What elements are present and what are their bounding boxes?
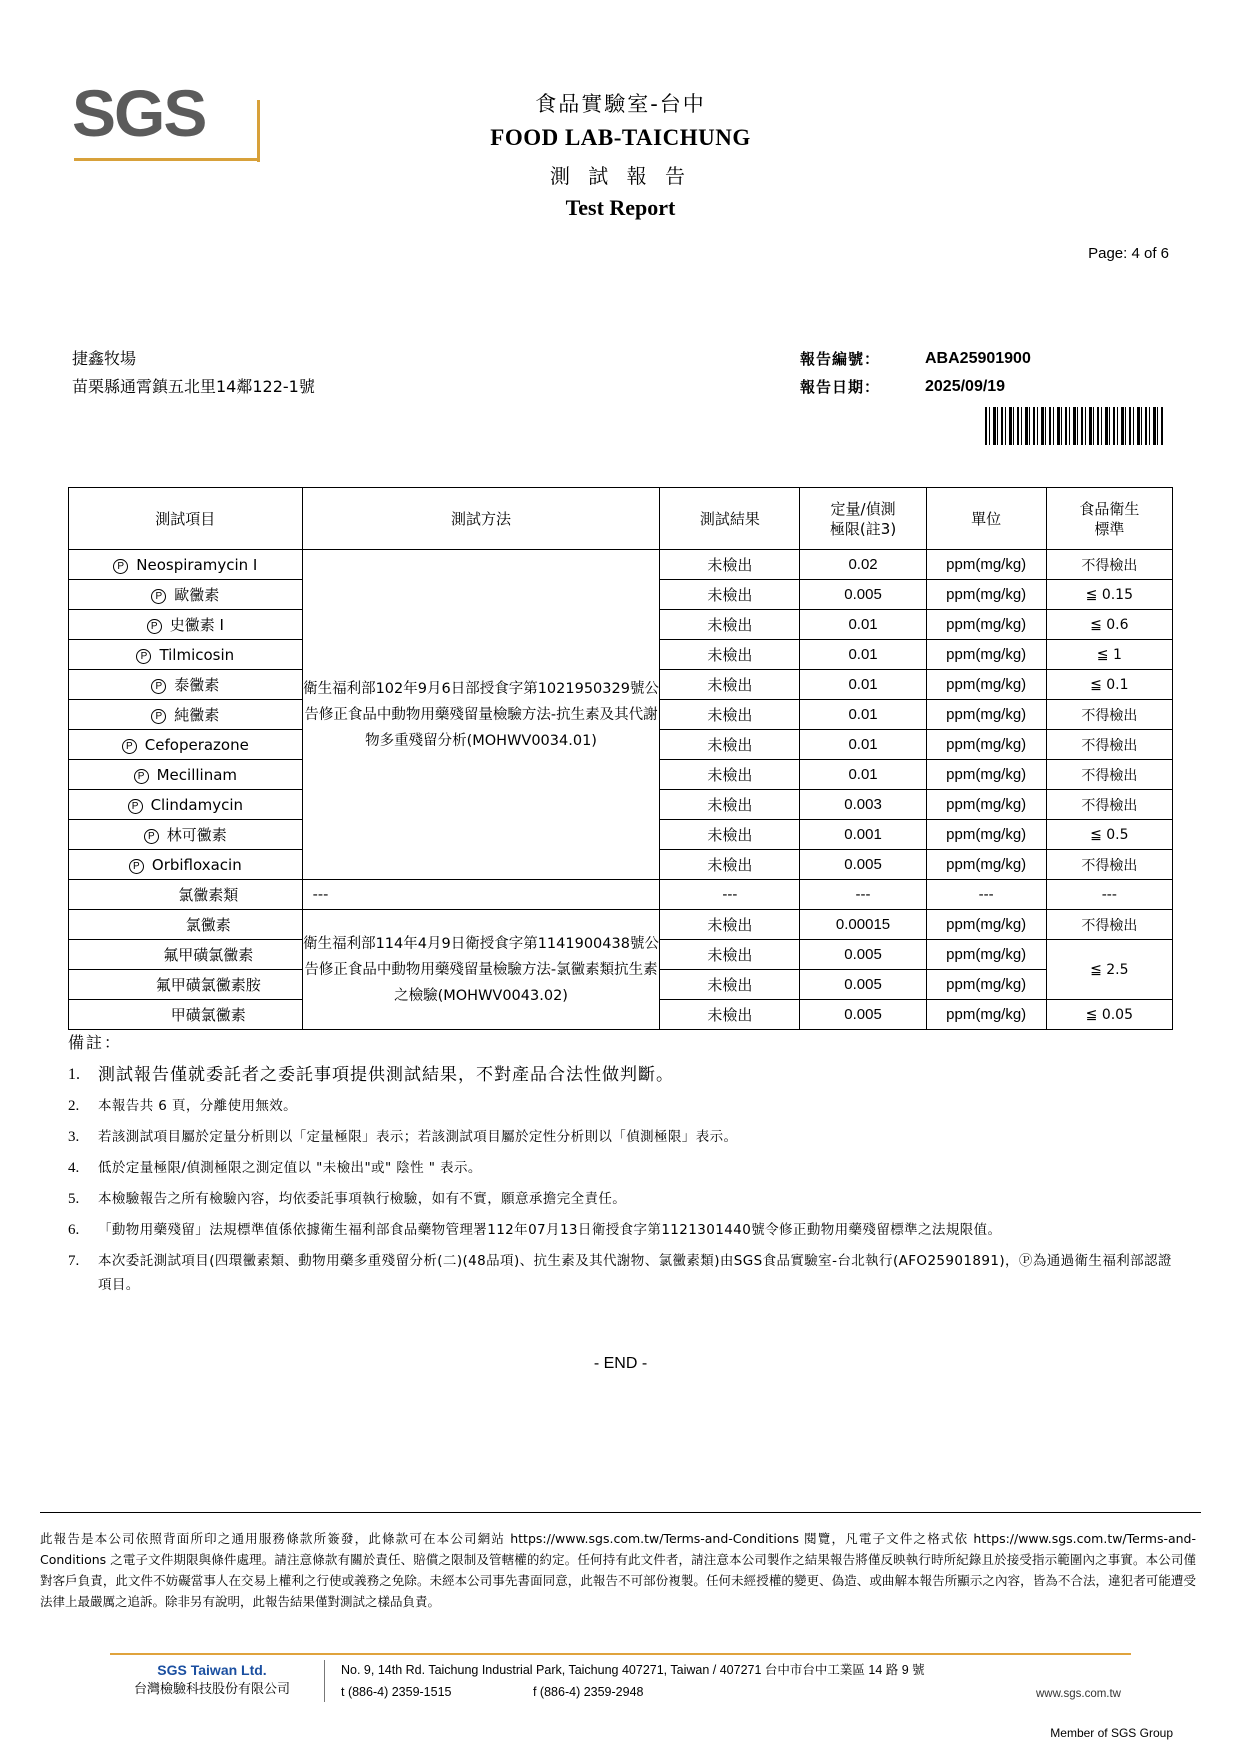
row-item: 氯黴素: [69, 910, 303, 940]
row-limit: 0.02: [800, 550, 926, 580]
list-item: [68, 1156, 1178, 1180]
row-item: [69, 760, 303, 790]
header-test-method: 測試方法: [302, 488, 660, 550]
table-row: [69, 880, 1173, 910]
row-limit: 0.001: [800, 820, 926, 850]
row-limit: ---: [800, 880, 926, 910]
row-item: [69, 550, 303, 580]
report-meta-section: [0, 345, 1241, 455]
notes-caption: 備註：: [68, 1033, 123, 1052]
report-number-row: [800, 345, 1031, 373]
company-tel: t (886-4) 2359-1515: [341, 1685, 452, 1699]
row-item: [69, 700, 303, 730]
row-unit: ppm(mg/kg): [926, 1000, 1046, 1030]
footer-contact-block: [325, 1660, 1161, 1702]
end-of-report-marker: - END -: [593, 1355, 648, 1372]
row-standard: ≦ 0.05: [1046, 1000, 1172, 1030]
note-number: 5.: [68, 1191, 80, 1207]
note-number: 3.: [68, 1129, 80, 1145]
row-unit: ppm(mg/kg): [926, 760, 1046, 790]
header-standard-line2: 標準: [1094, 519, 1125, 538]
note-text: 本報告共 6 頁，分離使用無效。: [98, 1098, 298, 1114]
footer-accent-rule: [110, 1653, 1131, 1655]
row-unit: ppm(mg/kg): [926, 670, 1046, 700]
note-text: 低於定量極限/偵測極限之測定值以 "未檢出"或" 陰性 " 表示。: [98, 1160, 482, 1176]
row-item-label: Cefoperazone: [144, 735, 249, 754]
header-detection-limit-line1: 定量/偵測: [830, 499, 896, 518]
company-address: No. 9, 14th Rd. Taichung Industrial Park, Taichung 407271, Taiwan / 407271 台中市台中工業區 14 路 9 號: [341, 1663, 925, 1677]
row-result: 未檢出: [660, 1000, 800, 1030]
row-result: 未檢出: [660, 910, 800, 940]
table-row: [69, 910, 1173, 940]
row-result: 未檢出: [660, 940, 800, 970]
client-name: 捷鑫牧場: [72, 349, 137, 368]
row-item: [69, 610, 303, 640]
row-limit: 0.005: [800, 580, 926, 610]
row-unit: ppm(mg/kg): [926, 970, 1046, 1000]
header-detection-limit: [800, 488, 926, 550]
row-result: ---: [660, 880, 800, 910]
row-unit: ppm(mg/kg): [926, 790, 1046, 820]
row-unit: ppm(mg/kg): [926, 640, 1046, 670]
row-item-label: 泰黴素: [174, 676, 220, 694]
row-limit: 0.005: [800, 850, 926, 880]
table-row: [69, 550, 1173, 580]
row-limit: 0.005: [800, 970, 926, 1000]
results-table: [68, 487, 1173, 1030]
row-limit: 0.01: [800, 700, 926, 730]
company-name-en: SGS Taiwan Ltd.: [157, 1662, 267, 1678]
row-result: 未檢出: [660, 580, 800, 610]
certified-mark-icon: P: [151, 589, 166, 604]
note-number: 2.: [68, 1098, 80, 1114]
row-limit: 0.01: [800, 730, 926, 760]
row-result: 未檢出: [660, 670, 800, 700]
certified-mark-icon: P: [134, 769, 149, 784]
note-text: 本檢驗報告之所有檢驗內容，均依委託事項執行檢驗，如有不實，願意承擔完全責任。: [98, 1191, 627, 1207]
row-result: 未檢出: [660, 850, 800, 880]
row-standard: 不得檢出: [1046, 550, 1172, 580]
row-limit: 0.01: [800, 610, 926, 640]
row-method: ---: [302, 880, 660, 910]
row-standard: 不得檢出: [1046, 910, 1172, 940]
notes-list: [68, 1063, 1178, 1297]
note-number: 6.: [68, 1222, 80, 1238]
header-unit: 單位: [926, 488, 1046, 550]
certified-mark-icon: P: [136, 649, 151, 664]
row-item: [69, 640, 303, 670]
footer-company-name: [110, 1660, 325, 1702]
certified-mark-icon: P: [122, 739, 137, 754]
company-website[interactable]: www.sgs.com.tw: [1036, 1688, 1121, 1700]
footer-company-block: [110, 1660, 1161, 1702]
list-item: [68, 1218, 1178, 1242]
row-unit: ppm(mg/kg): [926, 910, 1046, 940]
row-standard: 不得檢出: [1046, 730, 1172, 760]
row-standard: ≦ 1: [1046, 640, 1172, 670]
row-item: [69, 730, 303, 760]
header-detection-limit-line2: 極限(註3): [829, 519, 897, 538]
row-result: 未檢出: [660, 640, 800, 670]
header-standard: [1046, 488, 1172, 550]
header-test-item: 測試項目: [69, 488, 303, 550]
row-unit: ---: [926, 880, 1046, 910]
row-standard: 不得檢出: [1046, 700, 1172, 730]
row-item-label: Clindamycin: [150, 795, 244, 814]
certified-mark-icon: P: [147, 619, 162, 634]
row-item-label: Mecillinam: [156, 765, 238, 784]
note-text: 本次委託測試項目(四環黴素類、動物用藥多重殘留分析(二)(48品項)、抗生素及其代謝物、氯黴素類)由SGS食品實驗室-台北執行(AFO25901891)，Ⓟ為通過衛生福利部認證項目。: [98, 1253, 1172, 1293]
row-result: 未檢出: [660, 790, 800, 820]
certified-mark-icon: P: [151, 709, 166, 724]
row-result: 未檢出: [660, 730, 800, 760]
row-item: [69, 820, 303, 850]
row-item-label: 歐黴素: [174, 586, 220, 604]
method-cell-block1: 衛生福利部102年9月6日部授食字第1021950329號公告修正食品中動物用藥殘留量檢驗方法-抗生素及其代謝物多重殘留分析(MOHWV0034.01): [302, 550, 660, 880]
row-unit: ppm(mg/kg): [926, 940, 1046, 970]
notes-section: [68, 1030, 1178, 1304]
row-standard: ≦ 0.15: [1046, 580, 1172, 610]
row-limit: 0.01: [800, 640, 926, 670]
certified-mark-icon: P: [113, 559, 128, 574]
row-limit: 0.00015: [800, 910, 926, 940]
row-item: [69, 670, 303, 700]
list-item: [68, 1094, 1178, 1118]
note-text: 「動物用藥殘留」法規標準值係依據衛生福利部食品藥物管理署112年07月13日衛授食字第1121301440號令修正動物用藥殘留標準之法規限值。: [98, 1222, 1002, 1238]
row-unit: ppm(mg/kg): [926, 550, 1046, 580]
results-table-body: [69, 550, 1173, 1030]
row-limit: 0.01: [800, 670, 926, 700]
row-unit: ppm(mg/kg): [926, 820, 1046, 850]
row-item: [69, 580, 303, 610]
member-of-group-text: Member of SGS Group: [1050, 1726, 1173, 1740]
row-result: 未檢出: [660, 550, 800, 580]
row-item-label: Orbifloxacin: [151, 855, 242, 874]
row-result: 未檢出: [660, 820, 800, 850]
row-unit: ppm(mg/kg): [926, 700, 1046, 730]
row-standard: ≦ 2.5: [1046, 940, 1172, 1000]
report-identifiers: [800, 345, 1031, 401]
lab-name-zh: 食品實驗室-台中: [535, 92, 706, 116]
row-limit: 0.01: [800, 760, 926, 790]
row-standard: 不得檢出: [1046, 760, 1172, 790]
report-number-value: ABA25901900: [925, 350, 1031, 367]
terms-and-conditions-text: 此報告是本公司依照背面所印之通用服務條款所簽發，此條款可在本公司網站 https://www.sgs.com.tw/Terms-and-Conditions 閱覽，凡電子文件之格式依 https://www.sgs.com.tw/Terms-and-Conditions 之電子文件期限與條件處理。請注意條款有關於責任、賠償之限制及管轄權的約定。任何持有此文件者，請注意本公司製作之結果報告將僅反映執行時所紀錄且於接受指示範圍內之事實。本公司僅對客戶負責，此文件不妨礙當事人在交易上權利之行使或義務之免除。未經本公司事先書面同意，此報告不可部份複製。任何未經授權的變更、偽造、或曲解本報告所顯示之內容，皆為不合法，違犯者可能遭受法律上最嚴厲之追訴。除非另有說明，此報告結果僅對測試之樣品負責。: [40, 1531, 1196, 1609]
row-result: 未檢出: [660, 970, 800, 1000]
report-title-block: [0, 88, 1241, 221]
row-limit: 0.003: [800, 790, 926, 820]
header-standard-line1: 食品衛生: [1079, 499, 1140, 518]
report-title-en: Test Report: [565, 195, 676, 220]
table-header-row: [69, 488, 1173, 550]
row-result: 未檢出: [660, 610, 800, 640]
header-test-result: 測試結果: [660, 488, 800, 550]
report-date-label: 報告日期：: [800, 378, 881, 396]
note-text: 若該測試項目屬於定量分析則以「定量極限」表示；若該測試項目屬於定性分析則以「偵測極限」表示。: [98, 1129, 738, 1145]
certified-mark-icon: P: [128, 799, 143, 814]
certified-mark-icon: P: [144, 829, 159, 844]
row-standard: ---: [1046, 880, 1172, 910]
row-item-label: Neospiramycin I: [136, 555, 258, 574]
results-table-wrapper: [68, 487, 1173, 1030]
row-standard: ≦ 0.1: [1046, 670, 1172, 700]
row-unit: ppm(mg/kg): [926, 730, 1046, 760]
lab-name-en: FOOD LAB-TAICHUNG: [490, 125, 751, 150]
company-fax: f (886-4) 2359-2948: [532, 1685, 644, 1699]
list-item: [68, 1125, 1178, 1149]
row-limit: 0.005: [800, 1000, 926, 1030]
barcode-image: [985, 407, 1163, 445]
row-item: 氯黴素類: [69, 880, 303, 910]
row-item-label: Tilmicosin: [159, 645, 235, 664]
report-header: [0, 0, 1241, 220]
note-number: 7.: [68, 1253, 80, 1269]
report-date-row: [800, 373, 1031, 401]
company-name-zh: 台灣檢驗科技股份有限公司: [133, 1682, 290, 1697]
certified-mark-icon: P: [151, 679, 166, 694]
row-item: 甲磺氯黴素: [69, 1000, 303, 1030]
report-number-label: 報告編號：: [800, 350, 881, 368]
sgs-logo-text: SGS: [72, 76, 206, 150]
row-limit: 0.005: [800, 940, 926, 970]
row-unit: ppm(mg/kg): [926, 610, 1046, 640]
page-number: Page: 4 of 6: [1088, 245, 1169, 262]
certified-mark-icon: P: [129, 859, 144, 874]
row-result: 未檢出: [660, 700, 800, 730]
note-number: 4.: [68, 1160, 80, 1176]
row-item: 氟甲磺氯黴素: [69, 940, 303, 970]
note-number: 1.: [68, 1066, 80, 1083]
row-standard: ≦ 0.6: [1046, 610, 1172, 640]
client-address: 苗栗縣通霄鎮五北里14鄰122-1號: [72, 377, 315, 396]
method-cell-block2: 衛生福利部114年4月9日衛授食字第1141900438號公告修正食品中動物用藥殘留量檢驗方法-氯黴素類抗生素之檢驗(MOHWV0043.02): [302, 910, 660, 1030]
footer-divider: [40, 1512, 1201, 1513]
row-item: 氟甲磺氯黴素胺: [69, 970, 303, 1000]
row-item-label: 純黴素: [174, 706, 220, 724]
client-info: [72, 345, 315, 401]
list-item: [68, 1187, 1178, 1211]
row-item: [69, 850, 303, 880]
row-item: [69, 790, 303, 820]
report-date-value: 2025/09/19: [925, 378, 1006, 395]
row-standard: 不得檢出: [1046, 850, 1172, 880]
list-item: [68, 1063, 1178, 1087]
list-item: [68, 1249, 1178, 1297]
row-standard: ≦ 0.5: [1046, 820, 1172, 850]
row-unit: ppm(mg/kg): [926, 850, 1046, 880]
row-unit: ppm(mg/kg): [926, 580, 1046, 610]
row-result: 未檢出: [660, 760, 800, 790]
report-title-zh: 測 試 報 告: [549, 164, 692, 188]
row-item-label: 林可黴素: [166, 826, 227, 844]
note-text: 測試報告僅就委託者之委託事項提供測試結果，不對產品合法性做判斷。: [98, 1065, 674, 1085]
row-standard: 不得檢出: [1046, 790, 1172, 820]
row-item-label: 史黴素 I: [169, 616, 224, 634]
